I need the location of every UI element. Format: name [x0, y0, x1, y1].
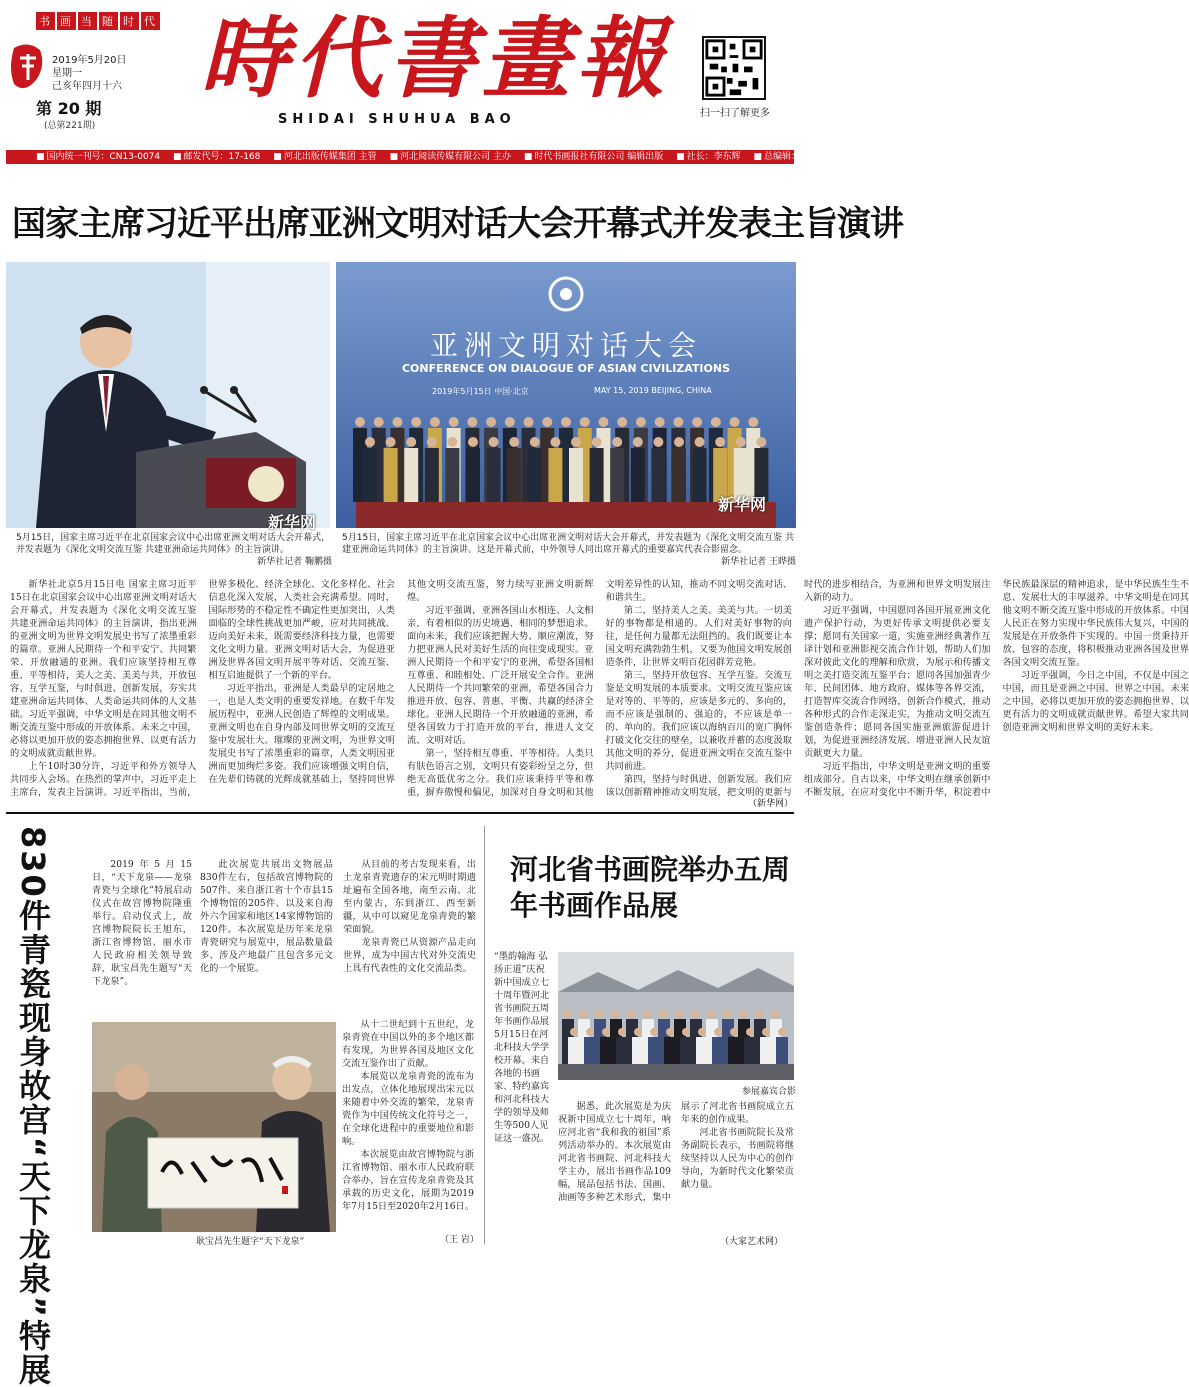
person-head [386, 437, 396, 447]
article-paragraph: 河北省书画院院长及常务副院长表示，书画院将继续坚持以人民为中心的创作导向，为新时代文化繁荣贡献力量。 [681, 1126, 794, 1191]
guest-body [648, 1037, 660, 1064]
person-head [617, 417, 627, 427]
guest-body [744, 1037, 756, 1064]
guest-body [680, 1037, 692, 1064]
lead-article-body [10, 578, 792, 804]
info-item: ■ 总编辑：韩冰雪 [754, 152, 828, 162]
guest-photo-illustration [558, 952, 794, 1080]
person-head [392, 417, 402, 427]
photo-speech [6, 262, 330, 528]
person-head [542, 417, 552, 427]
person-head [411, 417, 421, 427]
issue-number: 第 20 期 [36, 96, 101, 119]
guest-head [666, 1028, 674, 1036]
guest-head [692, 1010, 700, 1018]
photo2-caption [342, 532, 796, 568]
article-paragraph: 第一，坚持相互尊重、平等相待。人类只有肤色语言之别，文明只有姿彩纷呈之分，但绝无高低优劣之分。我们应该秉持平等和尊重，摒弃傲慢和偏见，加深对自身文明和其他文明差异性的认知，推动不同文明交流对话、和谐共生。 [407, 578, 792, 804]
person-body [651, 448, 665, 502]
qr-caption: 扫一扫了解更多 [700, 104, 770, 119]
article-paragraph: 新华社北京5月15日电 国家主席习近平15日在北京国家会议中心出席亚洲文明对话大会开幕式，并发表题为《深化文明交流互鉴 共建亚洲命运共同体》的主旨演讲，指出亚洲的亚洲文明为世界文明发展史书写了浓墨重彩的篇章。亚洲人民期待一个和平安宁、共同繁荣、开放融通的亚洲。我们应该坚持相互尊重、平等相待，美人之美、美美与共，开放包容、互学互鉴，与时俱进、创新发展，夯实共建亚洲命运共同体、人类命运共同体的人文基础。习近平强调，中华文明是在同其他文明不断交流互鉴中形成的开放体系。未来之中国，必将以更加开放的姿态拥抱世界、以更有活力的文明成就贡献世界。 [10, 578, 197, 760]
column-divider [484, 826, 485, 1244]
guest-body [664, 1037, 676, 1064]
exhibition-article-col1 [494, 950, 552, 1280]
person-head [655, 417, 665, 427]
person-head [598, 417, 608, 427]
exhibition-article-cols [558, 1100, 794, 1232]
guest-body [632, 1037, 644, 1064]
article-paragraph: “墨韵翰海 弘扬正道”庆祝新中国成立七十周年暨河北省书画院五周年书画作品展5月15日在河北科技大学学校开幕。来自各地的书画家、特约嘉宾和河北科技大学的领导及师生等500人见证这一盛况。 [494, 950, 552, 1145]
person-body [363, 448, 377, 502]
person-body [631, 448, 645, 502]
person-head [489, 437, 499, 447]
guest-head [602, 1028, 610, 1036]
article-paragraph: 第四，坚持与时俱进、创新发展。我们应该以创新精神推动文明发展，把文明的更新与时代的进步相结合，为亚洲和世界文明发展注入新的动力。 [606, 578, 991, 804]
article-paragraph: 习近平强调，亚洲各国山水相连、人文相亲，有着相似的历史境遇、相同的梦想追求。面向未来，我们应该把握大势、顺应潮流，努力把亚洲人民对美好生活的向往变成现实。亚洲人民期待一个和平安宁的亚洲，希望各国相互尊重、和睦相处、广泛开展安全合作。亚洲人民期待一个共同繁荣的亚洲，希望各国合力推进开放、包容、普惠、平衡、共赢的经济全球化。亚洲人民期待一个开放融通的亚洲，希望各国致力于打造开放的平台，推进人文交流、文明对话。 [407, 604, 594, 747]
banner-title-en: CONFERENCE ON DIALOGUE OF ASIAN CIVILIZATIONS [336, 362, 796, 375]
person-head [406, 437, 416, 447]
article-paragraph: 第二，坚持美人之美、美美与共。一切美好的事物都是相通的。人们对美好事物的向往，是任何力量都无法阻挡的。我们既要让本国文明充满勃勃生机，又要为他国文明发展创造条件，让世界文明百花园群芳竞艳。 [606, 604, 793, 669]
series-char: 时 [120, 12, 139, 30]
info-item: ■ 国内统一刊号：CN13-0074 [36, 152, 160, 162]
xinhua-watermark: 新华网 [718, 492, 766, 515]
guest-body [728, 1037, 740, 1064]
person-head [505, 417, 515, 427]
guest-head [740, 1010, 748, 1018]
article-paragraph: 上午10时30分许，习近平和外方领导人共同步入会场。在热烈的掌声中，习近平走上主席台，发表主旨演讲。习近平指出，当前，世界多极化、经济全球化、文化多样化、社会信息化深入发展，人类社会充满希望。同时，国际形势的不稳定性不确定性更加突出，人类面临的全球性挑战更加严峻，应对共同挑战、迈向美好未来，既需要经济科技力量，也需要文化文明力量。亚洲文明对话大会，为促进亚洲及世界各国文明开展平等对话、交流互鉴、相互启迪提供了一个新的平台。 [10, 578, 395, 804]
person-head [730, 417, 740, 427]
person-head [674, 437, 684, 447]
photo4-caption: 参展嘉宾合影 [742, 1084, 796, 1097]
guest-head [650, 1028, 658, 1036]
date: 2019年5月20日 [52, 54, 127, 67]
article-paragraph: 2019年5月15日，“天下龙泉——龙泉青瓷与全球化”特展启动仪式在故宫博物院隆重举行。启动仪式上，故宫博物院院长王旭东，浙江省博物馆、丽水市人民政府相关领导致辞，耿宝昌先生题写“天下龙泉”。 [92, 858, 192, 988]
article-paragraph: 第三，坚持开放包容、互学互鉴。交流互鉴是文明发展的本质要求。文明交流互鉴应该是对等的、平等的，应该是多元的、多向的，而不应该是强制的、强迫的，不应该是单一的、单向的。我们应该以海纳百川的宽广胸怀打破文化交往的壁垒，以兼收并蓄的态度汲取其他文明的养分，促进亚洲文明在交流互鉴中共同前进。 [606, 669, 793, 773]
person-head [711, 417, 721, 427]
guest-head [634, 1028, 642, 1036]
guest-head [730, 1028, 738, 1036]
photo-guests [558, 952, 794, 1080]
guest-head [570, 1028, 578, 1036]
guest-body [616, 1037, 628, 1064]
series-char: 当 [78, 12, 97, 30]
guest-body [712, 1037, 724, 1064]
guest-head [756, 1010, 764, 1018]
exhibition-article-source: （大家艺术网） [720, 1234, 783, 1247]
article-paragraph: 习近平指出，中华文明是亚洲文明的重要组成部分。自古以来，中华文明在继承创新中不断发展，在应对变化中不断升华，积淀着中华民族最深层的精神追求，是中华民族生生不息、发展壮大的丰厚滋养。中华文明是在同其他文明不断交流互鉴中形成的开放体系。中国人民正在努力实现中华民族伟大复兴，中国的发展是在开放条件下实现的。中国一贯秉持开放、包容的态度，将积极推动亚洲各国及世界各国文明交流互鉴。 [804, 578, 1189, 804]
person-head [633, 437, 643, 447]
person-head [530, 437, 540, 447]
weekday: 星期一 [52, 67, 127, 80]
caption-author: 新华社记者 鞠鹏摄 [257, 556, 332, 568]
person-head [486, 417, 496, 427]
guest-head [676, 1010, 684, 1018]
guest-body [568, 1037, 580, 1064]
guest-head [618, 1028, 626, 1036]
photo3-caption: 耿宝昌先生题字“天下龙泉” [196, 1234, 304, 1247]
person-body [528, 448, 542, 502]
person-body [569, 448, 583, 502]
person-head [612, 437, 622, 447]
lead-article-source: （新华网） [748, 796, 793, 809]
series-char: 画 [57, 12, 76, 30]
person-head [592, 437, 602, 447]
guest-head [644, 1010, 652, 1018]
person-body [384, 448, 398, 502]
banner-date-en: MAY 15, 2019 BEIJING, CHINA [594, 386, 712, 395]
info-item: ■ 河北阅读传媒有限公司 主办 [390, 152, 511, 162]
guest-head [714, 1028, 722, 1036]
photo-group [336, 262, 796, 528]
person-head [524, 417, 534, 427]
caption-text: 5月15日，国家主席习近平在北京国家会议中心出席亚洲文明对话大会开幕式，并发表题为《深化文明交流互鉴 共建亚洲命运共同体》的主旨演讲。这是开幕式前，中外领导人同出席开幕式的重要嘉宾代表合影留念。 [342, 533, 794, 555]
info-item: ■ 社长：李东辉 [676, 152, 741, 162]
person-head [636, 417, 646, 427]
person-body [548, 448, 562, 502]
celadon-article-title[interactable]: 830件青瓷现身故宫“天下龙泉”特展 [10, 826, 56, 1246]
article-paragraph: 此次展览共展出文物展品830件左右，包括故宫博物院的507件、来自浙江省十个市县15个博物馆的205件、以及来自海外六个国家和地区14家博物馆的120件。本次展览是历年来龙泉青瓷研究与展览中，展品数量最多、涉及产地最广且包含多元文化的一个展览。 [200, 858, 333, 975]
photo1-caption [16, 532, 332, 568]
person-head [355, 417, 365, 427]
person-body [487, 448, 501, 502]
person-head [695, 437, 705, 447]
group-photo-illustration [336, 262, 796, 528]
info-item: ■ 时代书画报社有限公司 编辑出版 [524, 152, 663, 162]
guest-head [762, 1028, 770, 1036]
guest-head [612, 1010, 620, 1018]
series-char: 随 [99, 12, 118, 30]
person-body [693, 448, 707, 502]
celadon-article-col1 [92, 858, 192, 1018]
person-head [561, 417, 571, 427]
calligraphy-illustration [92, 1022, 336, 1232]
article-paragraph: 本展览以龙泉青瓷的流布为出发点，立体化地展现出宋元以来随着中外交流的繁荣，龙泉青瓷作为中国传统文化符号之一，在全球化进程中的重要地位和影响。 [342, 1070, 474, 1148]
newspaper-title: 時代書畫報 [200, 8, 670, 108]
info-item: ■ 邮发代号：17-168 [173, 152, 260, 162]
person-head [692, 417, 702, 427]
xinhua-watermark: 新华网 [268, 510, 316, 533]
series-char: 代 [141, 12, 160, 30]
person-body [610, 448, 624, 502]
person-head [715, 437, 725, 447]
caption-author: 新华社记者 王晔摄 [721, 556, 796, 568]
person-body [404, 448, 418, 502]
painting-exhibition-title[interactable]: 河北省书画院举办五周年书画作品展 [510, 852, 790, 924]
guest-head [708, 1010, 716, 1018]
guest-head [660, 1010, 668, 1018]
article-paragraph: 习近平指出，亚洲是人类最早的定居地之一，也是人类文明的重要发祥地。在数千年发展历程中，亚洲人民创造了辉煌的文明成果。亚洲文明也在自身内部及同世界文明的交流互鉴中发展壮大。璀璨的亚洲文明，为世界文明发展史书写了浓墨重彩的篇章，人类文明因亚洲而更加绚烂多姿。我们应该增强文明自信，在先辈们铸就的光辉成就基础上，坚持同世界其他文明交流互鉴，努力续写亚洲文明新辉煌。 [209, 578, 594, 804]
person-head [571, 437, 581, 447]
person-body [425, 448, 439, 502]
series-char: 书 [36, 12, 55, 30]
guest-head [596, 1010, 604, 1018]
article-paragraph: 习近平强调，中国愿同各国开展亚洲文化遗产保护行动，为更好传承文明提供必要支撑；愿同有关国家一道，实施亚洲经典著作互译计划和亚洲影视交流合作计划，帮助人们加深对彼此文化的理解和欣赏，为展示和传播文明之美打造交流互鉴平台；愿同各国加强青少年、民间团体、地方政府、媒体等各界交流，打造智库交流合作网络，创新合作模式，推动各种形式的合作走深走实，为推动文明交流互鉴创造条件；愿同各国实施亚洲旅游促进计划，为促进亚洲经济发展、增进亚洲人民友谊贡献更大力量。 [804, 604, 991, 760]
article-paragraph: 从十二世纪到十五世纪，龙泉青瓷在中国以外的多个地区都有发现，为世界各国及地区文化交流互鉴作出了贡献。 [342, 1018, 474, 1070]
main-headline[interactable]: 国家主席习近平出席亚洲文明对话大会开幕式并发表主旨演讲 [12, 196, 788, 245]
guest-body [760, 1037, 772, 1064]
person-head [449, 417, 459, 427]
publication-info-bar [6, 150, 794, 164]
person-head [673, 417, 683, 427]
article-paragraph: 龙泉青瓷已从资源产品走向世界，成为中国古代对外交流史上具有代表性的文化交流品类。 [343, 936, 476, 975]
newspaper-pinyin: SHIDAI SHUHUA BAO [278, 112, 516, 127]
caption-text: 5月15日，国家主席习近平在北京国家会议中心出席亚洲文明对话大会开幕式，并发表题为《深化文明交流互鉴 共建亚洲命运共同体》的主旨演讲。 [16, 533, 330, 555]
guest-body [584, 1037, 596, 1064]
person-head [756, 437, 766, 447]
person-head [430, 417, 440, 427]
person-head [467, 417, 477, 427]
person-body [466, 448, 480, 502]
person-head [468, 437, 478, 447]
series-label [36, 12, 162, 30]
masthead [0, 0, 800, 148]
qr-code-icon[interactable] [702, 36, 766, 100]
celadon-article-col4 [342, 1018, 474, 1232]
person-head [653, 437, 663, 447]
photo-calligraphy [92, 1022, 336, 1232]
lunar-date: 己亥年四月十六 [52, 80, 127, 93]
person-head [509, 437, 519, 447]
guest-head [682, 1028, 690, 1036]
guest-head [778, 1028, 786, 1036]
person-head [580, 417, 590, 427]
person-head [736, 437, 746, 447]
person-head [427, 437, 437, 447]
guest-body [696, 1037, 708, 1064]
speaker-illustration [6, 262, 330, 528]
guest-head [724, 1010, 732, 1018]
person-body [672, 448, 686, 502]
celadon-article-cols [200, 858, 476, 1018]
seal-logo-icon [8, 40, 48, 96]
person-body [590, 448, 604, 502]
guest-head [772, 1010, 780, 1018]
person-head [748, 417, 758, 427]
section-divider [6, 812, 794, 814]
person-head [365, 437, 375, 447]
person-head [374, 417, 384, 427]
date-block [52, 54, 127, 93]
guest-head [628, 1010, 636, 1018]
celadon-article-signature: （王 岩） [440, 1232, 479, 1245]
issue-total: (总第221期) [44, 118, 95, 131]
guest-body [776, 1037, 788, 1064]
guest-head [746, 1028, 754, 1036]
person-head [550, 437, 560, 447]
banner-title-cn: 亚洲文明对话大会 [336, 324, 796, 364]
guest-head [698, 1028, 706, 1036]
article-paragraph: 从目前的考古发现来看，出土龙泉青瓷遗存的宋元明时期遗址遍布全国各地，南至云南、北至内蒙古，东到浙江、西至新疆，从中可以窥见龙泉青瓷的繁荣面貌。 [343, 858, 476, 936]
person-head [447, 437, 457, 447]
info-item: ■ 河北出版传媒集团 主管 [273, 152, 376, 162]
guest-head [586, 1028, 594, 1036]
person-body [445, 448, 459, 502]
guest-body [600, 1037, 612, 1064]
article-paragraph: 据悉，此次展览是为庆祝新中国成立七十周年，响应河北省“我和我的祖国”系列活动举办的。本次展览由河北省书画院、河北科技大学主办，展出书画作品109幅，展品包括书法、国画、油画等多种艺术形式，集中展示了河北省书画院成立五年来的创作成果。 [558, 1100, 794, 1204]
article-paragraph: 本次展览由故宫博物院与浙江省博物馆、丽水市人民政府联合举办，旨在宣传龙泉青瓷及其承载的历史文化，展期为2019年7月15日至2020年2月16日。 [342, 1148, 474, 1213]
article-paragraph: 习近平强调，今日之中国，不仅是中国之中国，而且是亚洲之中国、世界之中国。未来之中国，必将以更加开放的姿态拥抱世界、以更有活力的文明成就贡献世界。希望大家共同创造亚洲文明和世界文明的美好未来。 [1003, 669, 1189, 734]
person-body [507, 448, 521, 502]
guest-head [564, 1010, 572, 1018]
guest-head [580, 1010, 588, 1018]
banner-date-cn: 2019年5月15日 中国·北京 [432, 386, 529, 397]
